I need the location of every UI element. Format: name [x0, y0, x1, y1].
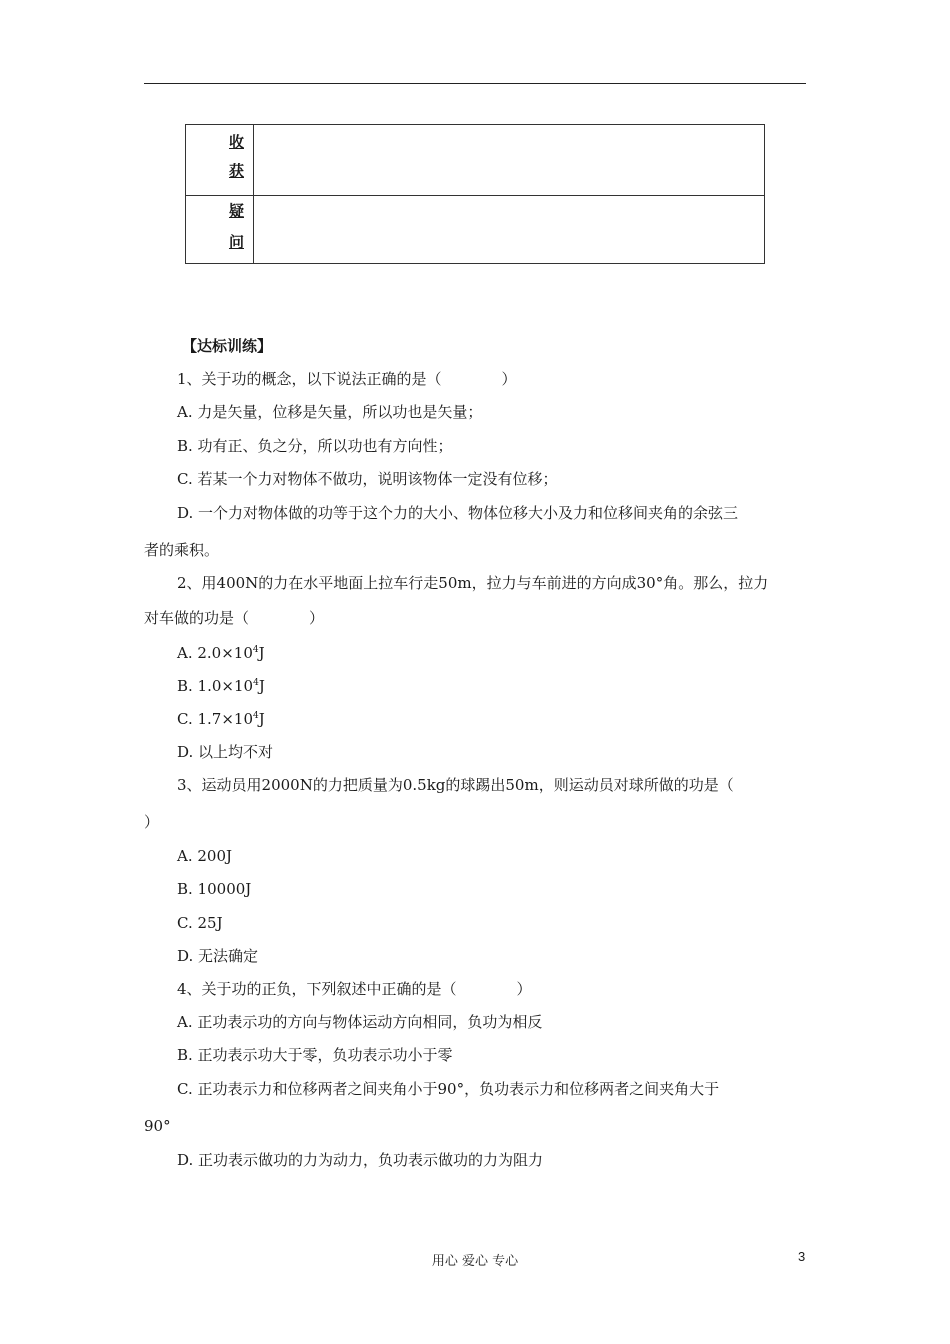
- summary-table: [185, 124, 765, 264]
- q3-option-c: C. 25J: [177, 914, 223, 932]
- q2-option-b: B. $1.0\times 10^4J$: [177, 677, 265, 695]
- q4-option-c-line2: 90°: [144, 1117, 171, 1135]
- page-number: 3: [798, 1249, 806, 1264]
- q1-option-d-line1: D. 一个力对物体做的功等于这个力的大小、物体位移大小及力和位移间夹角的余弦三: [177, 504, 739, 522]
- gain-answer-cell[interactable]: [254, 125, 765, 196]
- q3-stem-line2: ）: [144, 813, 160, 831]
- q3-option-d: D. 无法确定: [177, 947, 259, 965]
- q4-option-d: D. 正功表示做功的力为动力，负功表示做功的力为阻力: [177, 1151, 544, 1169]
- q2-option-a: A. $2.0\times 10^4J$: [177, 644, 265, 662]
- q3-stem-line1: 3、运动员用2000N的力把质量为0.5kg的球踢出50m，则运动员对球所做的功是（: [177, 776, 734, 794]
- gain-row: [186, 125, 765, 196]
- header-rule: [144, 83, 806, 84]
- q4-option-a: A. 正功表示功的方向与物体运动方向相同，负功为相反: [177, 1013, 543, 1031]
- q4-stem: 4、关于功的正负，下列叙述中正确的是（ ）: [177, 980, 532, 998]
- q4-option-c-line1: C. 正功表示力和位移两者之间夹角小于90°，负功表示力和位移两者之间夹角大于: [177, 1080, 720, 1098]
- doubt-answer-cell[interactable]: [254, 196, 765, 264]
- q1-option-c: C. 若某一个力对物体不做功，说明该物体一定没有位移；: [177, 470, 558, 488]
- q2-option-d: D. 以上均不对: [177, 743, 274, 761]
- q4-option-b: B. 正功表示功大于零，负功表示功小于零: [177, 1046, 453, 1064]
- q3-option-b: B. 10000J: [177, 880, 252, 898]
- q2-option-c: C. $1.7\times 10^4J$: [177, 710, 265, 728]
- q2-stem-line1: 2、用400N的力在水平地面上拉车行走50m，拉力与车前进的方向成30°角。那么，拉力: [177, 574, 769, 592]
- doubt-label: 疑 问: [186, 196, 254, 264]
- gain-label: 收 获: [186, 125, 254, 196]
- q1-stem: 1、关于功的概念，以下说法正确的是（ ）: [177, 370, 517, 388]
- doubt-row: [186, 196, 765, 264]
- footer-slogan: 用心 爱心 专心: [431, 1254, 519, 1269]
- q2-stem-line2: 对车做的功是（ ）: [144, 609, 325, 627]
- section-title: 【达标训练】: [182, 337, 273, 355]
- q1-option-d-line2: 者的乘积。: [144, 541, 220, 559]
- q3-option-a: A. 200J: [177, 847, 233, 865]
- q1-option-a: A. 力是矢量，位移是矢量，所以功也是矢量；: [177, 403, 483, 421]
- q1-option-b: B. 功有正、负之分，所以功也有方向性；: [177, 437, 453, 455]
